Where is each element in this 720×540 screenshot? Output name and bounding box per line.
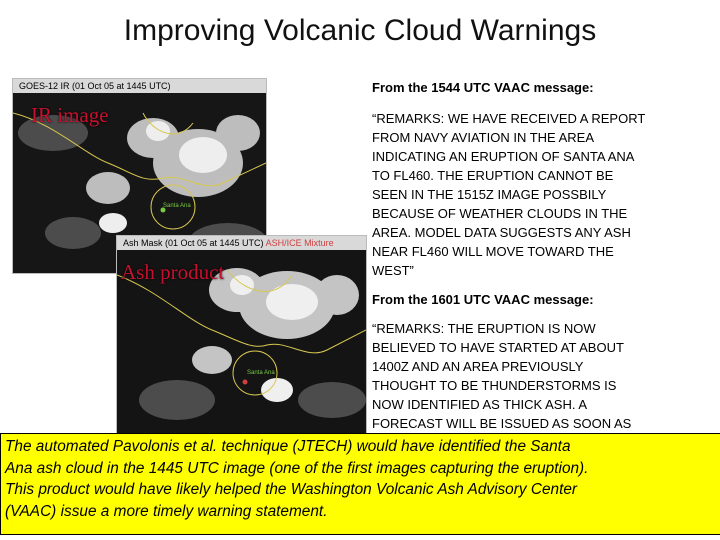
message2-line: THOUGHT TO BE THUNDERSTORMS IS bbox=[372, 378, 617, 393]
message1-heading: From the 1544 UTC VAAC message: bbox=[372, 80, 594, 95]
message1-remarks bbox=[372, 109, 717, 280]
summary-note bbox=[0, 433, 720, 535]
message2-line: NOW IDENTIFIED AS THICK ASH. A bbox=[372, 397, 588, 412]
ir-image-header: GOES-12 IR (01 Oct 05 at 1445 UTC) bbox=[13, 79, 266, 93]
message2-line: 1400Z AND AN AREA PREVIOUSLY bbox=[372, 359, 584, 374]
message1-line: AREA. MODEL DATA SUGGESTS ANY ASH bbox=[372, 225, 631, 240]
ash-image-header bbox=[117, 236, 366, 250]
ash-product-label: Ash product bbox=[121, 260, 225, 284]
message2-remarks bbox=[372, 319, 717, 433]
message1-line: WEST” bbox=[372, 263, 414, 278]
summary-line: This product would have likely helped the Washington Volcanic Ash Advisory Center bbox=[5, 481, 578, 498]
message1-line: FROM NAVY AVIATION IN THE AREA bbox=[372, 130, 595, 145]
message1-line: SEEN IN THE 1515Z IMAGE POSSBILY bbox=[372, 187, 607, 202]
message1-line: “REMARKS: WE HAVE RECEIVED A REPORT bbox=[372, 111, 646, 126]
message1-line: TO FL460. THE ERUPTION CANNOT BE bbox=[372, 168, 614, 183]
slide-title: Improving Volcanic Cloud Warnings bbox=[123, 14, 597, 47]
ash-ice-mixture-legend: ASH/ICE Mixture bbox=[265, 238, 334, 248]
ash-marker-label: Santa Ana bbox=[247, 370, 275, 376]
message1-line: BECAUSE OF WEATHER CLOUDS IN THE bbox=[372, 206, 628, 221]
message2-line: BELIEVED TO HAVE STARTED AT ABOUT bbox=[372, 340, 624, 355]
message1-line: NEAR FL460 WILL MOVE TOWARD THE bbox=[372, 244, 614, 259]
ir-image-label: IR image bbox=[31, 103, 109, 127]
message2-heading: From the 1601 UTC VAAC message: bbox=[372, 292, 594, 307]
message1-line: INDICATING AN ERUPTION OF SANTA ANA bbox=[372, 149, 635, 164]
summary-line: Ana ash cloud in the 1445 UTC image (one of the first images capturing the eruption). bbox=[5, 459, 589, 477]
message2-line: FORECAST WILL BE ISSUED AS SOON AS bbox=[372, 416, 632, 431]
summary-line: (VAAC) issue a more timely warning statement. bbox=[5, 502, 328, 520]
message2-line: “REMARKS: THE ERUPTION IS NOW bbox=[372, 321, 596, 336]
ash-image-header-text: Ash Mask (01 Oct 05 at 1445 UTC) bbox=[123, 238, 264, 248]
ash-eruption-marker bbox=[243, 380, 248, 385]
summary-line: The automated Pavolonis et al. technique (JTECH) would have identified the Santa bbox=[5, 438, 571, 455]
ir-marker-label: Santa Ana bbox=[163, 203, 191, 209]
ash-product-image bbox=[116, 235, 367, 435]
